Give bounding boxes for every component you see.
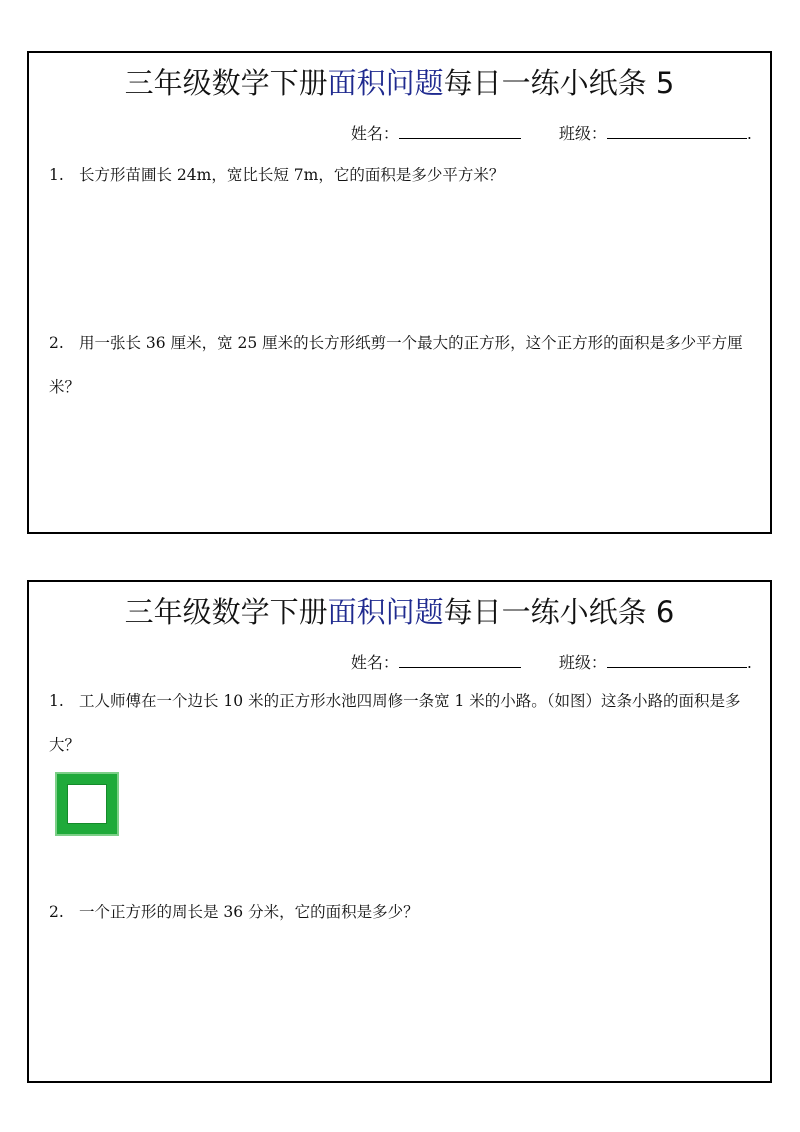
name-label: 姓名： [350, 653, 399, 672]
name-field[interactable] [399, 649, 521, 668]
question-number: 1. [49, 692, 64, 710]
name-label: 姓名： [350, 124, 399, 143]
name-field[interactable] [399, 120, 521, 139]
question-1 [49, 679, 752, 767]
worksheet-card-6 [27, 580, 772, 1083]
student-info-row: 姓名： 班级： . [351, 649, 752, 675]
question-text: 一个正方形的周长是 36 分米，它的面积是多少？ [79, 903, 419, 921]
question-number: 2. [49, 903, 64, 921]
question-number: 2. [49, 334, 64, 352]
question-2 [49, 321, 752, 409]
title-accent: 面积问题 [327, 595, 444, 629]
student-info-row: 姓名： 班级： . [351, 120, 752, 146]
class-field[interactable] [607, 649, 747, 668]
question-1 [49, 153, 752, 197]
square-path-figure [55, 772, 119, 836]
pool-square [67, 784, 107, 824]
question-text: 工人师傅在一个边长 10 米的正方形水池四周修一条宽 1 米的小路。（如图）这条小路的面积是多大？ [49, 692, 741, 754]
question-text: 用一张长 36 厘米，宽 25 厘米的长方形纸剪一个最大的正方形，这个正方形的面积是多少平方厘米？ [49, 334, 743, 396]
question-text: 长方形苗圃长 24m，宽比长短 7m，它的面积是多少平方米？ [79, 166, 505, 184]
title-accent: 面积问题 [327, 66, 444, 100]
question-2 [49, 890, 752, 934]
class-label: 班级： [558, 124, 607, 143]
question-number: 1. [49, 166, 64, 184]
class-field[interactable] [607, 120, 747, 139]
class-label: 班级： [558, 653, 607, 672]
worksheet-card-5 [27, 51, 772, 534]
worksheet-title: 三年级数学下册面积问题每日一练小纸条 5 [124, 66, 675, 100]
worksheet-title: 三年级数学下册面积问题每日一练小纸条 6 [124, 595, 675, 629]
